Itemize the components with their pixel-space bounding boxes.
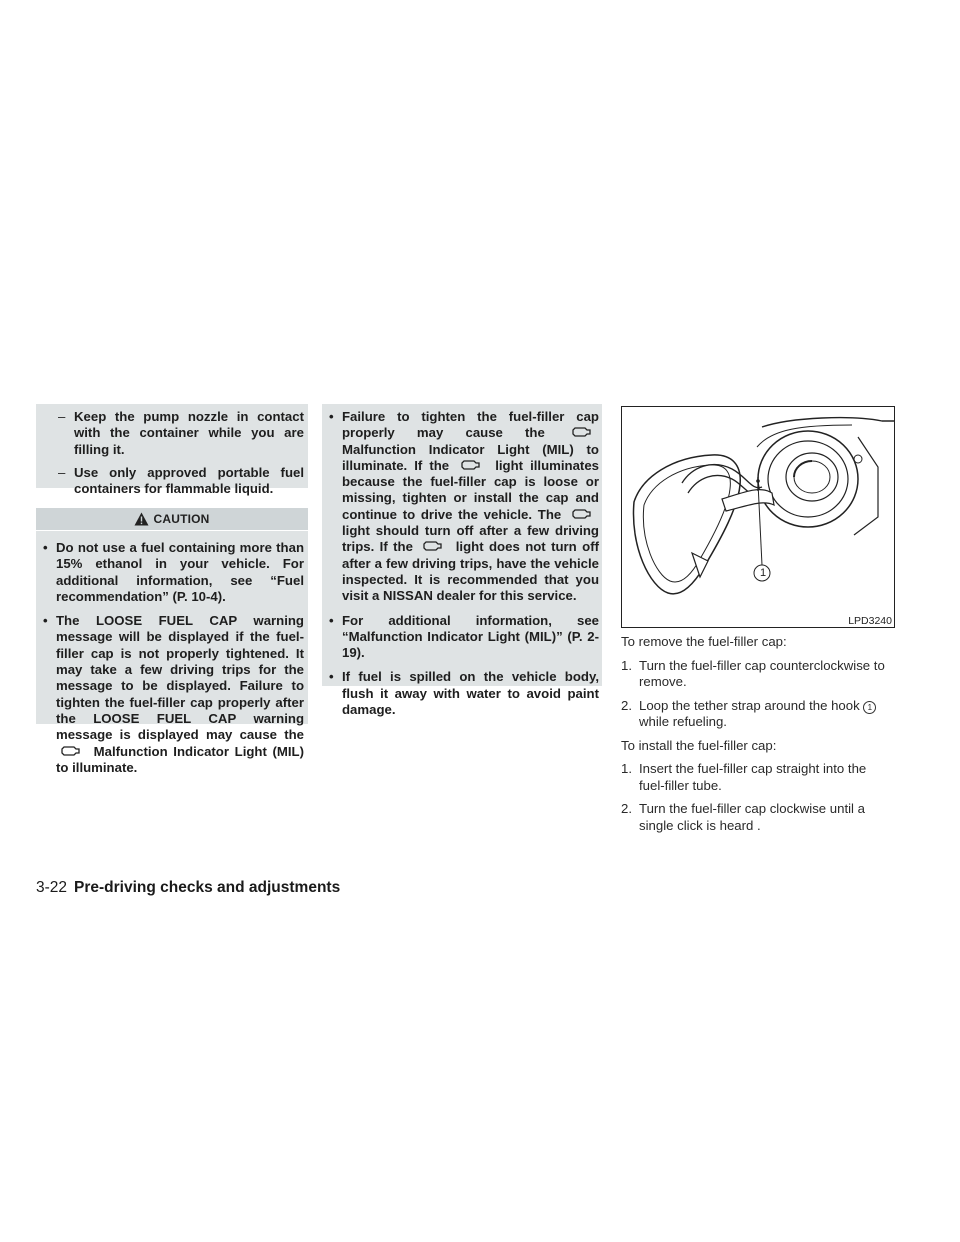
bullet-item: • If fuel is spilled on the vehicle body, flush it away with water to avoid paint damage. [329, 669, 599, 718]
engine-check-icon [59, 744, 85, 758]
caution-box [36, 531, 308, 775]
section-title: Pre-driving checks and adjustments [74, 879, 341, 896]
remove-heading: To remove the fuel-filler cap: [621, 634, 787, 649]
warning-box-top [36, 404, 308, 497]
page-number: 3-22 [36, 879, 68, 896]
install-step: 1. Insert the fuel-filler cap straight into the fuel-filler tube. [621, 761, 867, 793]
caution-label: CAUTION [153, 512, 210, 526]
fuel-cap-figure [621, 406, 895, 628]
install-heading: To install the fuel-filler cap: [621, 737, 777, 753]
remove-step: 1. Turn the fuel-filler cap counterclockwise to remove. [621, 657, 885, 689]
engine-check-icon [570, 507, 596, 521]
fuel-filler-illustration [622, 407, 894, 627]
engine-check-icon [421, 539, 447, 553]
install-step: 2. Turn the fuel-filler cap clockwise until a single click is heard . [621, 801, 865, 833]
engine-check-icon [459, 458, 485, 472]
bullet-item: • Failure to tighten the fuel-filler cap properly may cause the Malfunction Indicator Light (MIL) to illuminate. If the light illuminates because the fuel-filler cap is loose or missing, tighten or install the cap and continue to drive the vehicle. The light should turn off after a few driving trips. If the light does not turn off after a few driving trips, have the vehicle inspected. It is recommended that you visit a NISSAN dealer for this service. [329, 409, 599, 604]
bullet-item: • For additional information, see “Malfunction Indicator Light (MIL)” (P. 2-19). [329, 612, 599, 661]
bullet-item: • Do not use a fuel containing more than 15% ethanol in your vehicle. For additional information, see “Fuel recommendation” (P. 10-4). [43, 540, 304, 604]
dash-item: – Use only approved portable fuel containers for flammable liquid. [58, 464, 304, 497]
caution-box-continued [322, 404, 602, 718]
instructions [621, 634, 895, 841]
callout-1: 1 [759, 567, 767, 579]
engine-check-icon [570, 425, 596, 439]
callout-ref-1: 1 [863, 701, 876, 714]
page-footer [36, 879, 340, 897]
figure-code: LPD3240 [848, 615, 892, 627]
warning-triangle-icon [134, 512, 149, 526]
bullet-item: • The LOOSE FUEL CAP warning message will be displayed if the fuel-filler cap is not properly tightened. It may take a few driving trips for the message to be displayed. Failure to tighten the fuel-filler cap properly after the LOOSE FUEL CAP warning message is displayed may cause the Malfunction Indicator Light (MIL) to illuminate. [43, 613, 304, 775]
caution-header [36, 508, 308, 530]
dash-item: – Keep the pump nozzle in contact with the container while you are filling it. [58, 409, 304, 457]
remove-step: 2. Loop the tether strap around the hook 1while refueling. [621, 698, 895, 731]
